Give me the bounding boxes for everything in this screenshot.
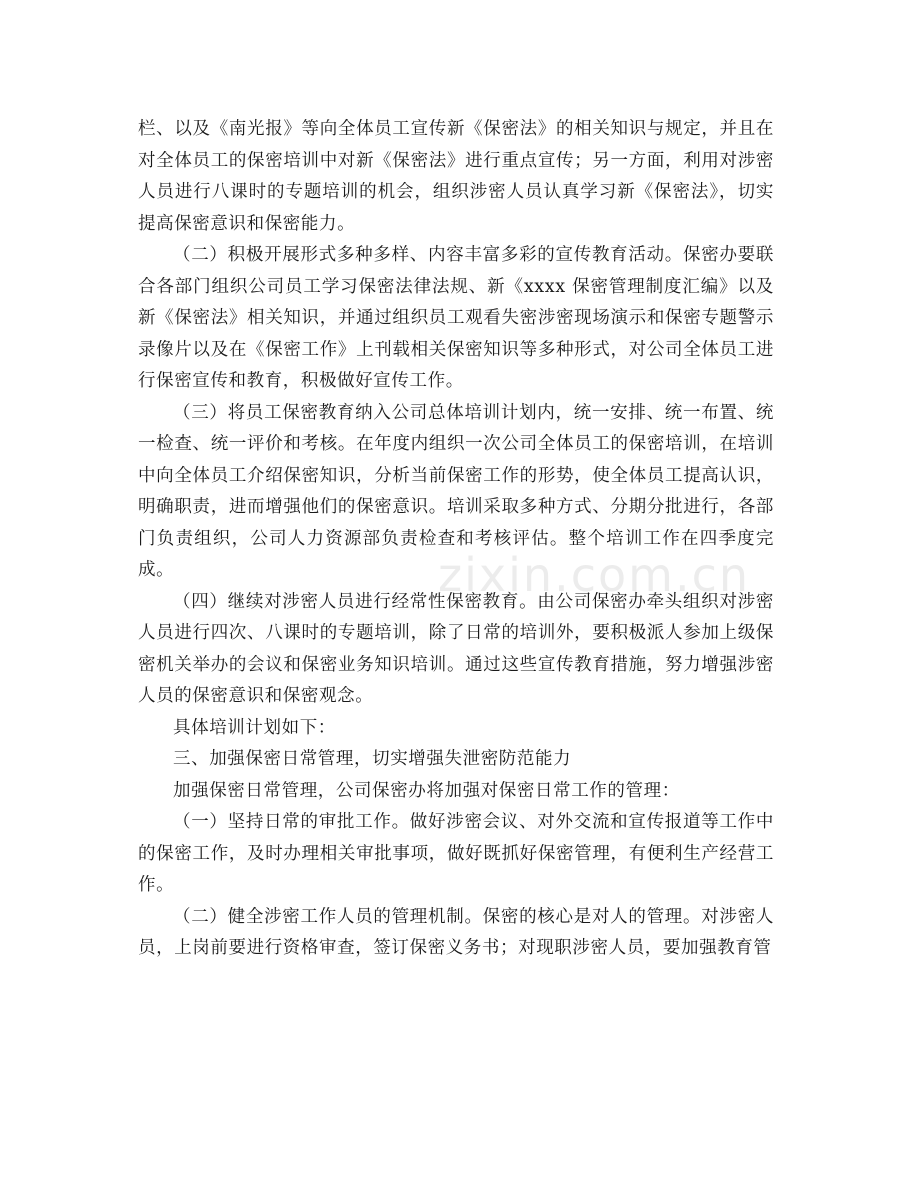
- paragraph-section-intro: 加强保密日常管理，公司保密办将加强对保密日常工作的管理：: [173, 780, 680, 801]
- section-heading-3: 三、加强保密日常管理，切实增强失泄密防范能力: [173, 749, 572, 769]
- watermark-text: zixin.com.cn: [438, 548, 751, 602]
- paragraph-item-2: （二）积极开展形式多种多样、内容丰富多彩的宣传教育活动。保密办要联合各部门组织公司员工学习保密法律法规、新《xxxx 保密管理制度汇编》以及新《保密法》相关知识，并通过组织员工观看失密涉密现场演示和保密专题警示录像片以及在《保密工作》上刊载相关保密知识等多种形式，对公司全体员工进行保密宣传和教育，积极做好宣传工作。: [138, 245, 774, 391]
- paragraph-sub-item-1: （一）坚持日常的审批工作。做好涉密会议、对外交流和宣传报道等工作中的保密工作，及时办理相关审批事项，做好既抓好保密管理，有便利生产经营工作。: [138, 812, 774, 895]
- paragraph-item-4: （四）继续对涉密人员进行经常性保密教育。由公司保密办牵头组织对涉密人员进行四次、八课时的专题培训，除了日常的培训外，要积极派人参加上级保密机关举办的会议和保密业务知识培训。通过这些宣传教育措施，努力增强涉密人员的保密意识和保密观念。: [138, 591, 774, 706]
- document-body: [138, 114, 774, 965]
- paragraph-continuation: 栏、以及《南光报》等向全体员工宣传新《保密法》的相关知识与规定，并且在对全体员工的保密培训中对新《保密法》进行重点宣传；另一方面，利用对涉密人员进行八课时的专题培训的机会，组织涉密人员认真学习新《保密法》，切实提高保密意识和保密能力。: [138, 119, 774, 234]
- paragraph-sub-item-2: （二）健全涉密工作人员的管理机制。保密的核心是对人的管理。对涉密人员，上岗前要进行资格审查，签订保密义务书；对现职涉密人员，要加强教育管: [138, 906, 774, 958]
- paragraph-item-3: （三）将员工保密教育纳入公司总体培训计划内，统一安排、统一布置、统一检查、统一评价和考核。在年度内组织一次公司全体员工的保密培训，在培训中向全体员工介绍保密知识，分析当前保密工作的形势，使全体员工提高认识，明确职责，进而增强他们的保密意识。培训采取多种方式、分期分批进行，各部门负责组织，公司人力资源部负责检查和考核评估。整个培训工作在四季度完成。: [138, 402, 774, 580]
- paragraph-plan-intro: 具体培训计划如下：: [173, 717, 336, 738]
